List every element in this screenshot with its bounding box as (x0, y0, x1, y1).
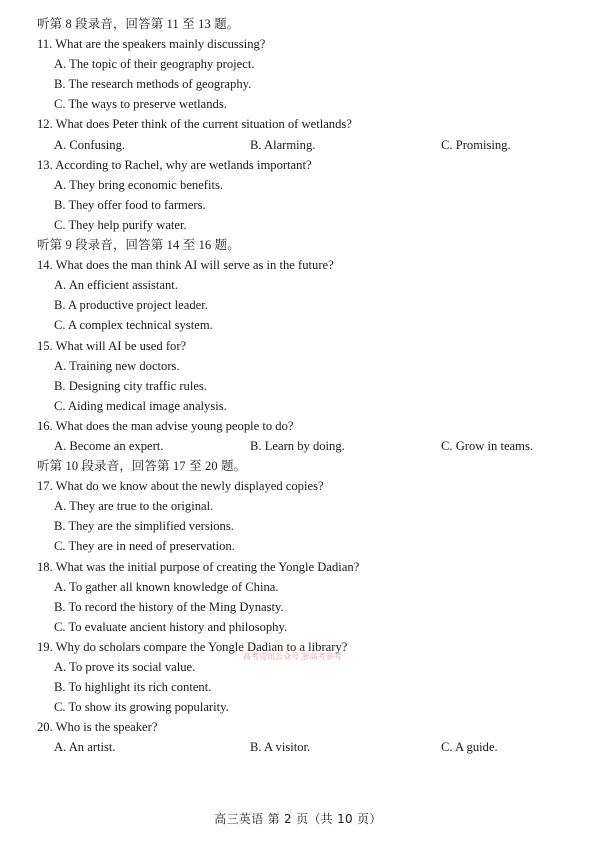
option-a: A. To gather all known knowledge of China. (54, 579, 279, 594)
option-b: B. A productive project leader. (54, 298, 208, 313)
question-sheet (37, 14, 577, 757)
question-16 (37, 416, 577, 456)
option-b: B. The research methods of geography. (54, 77, 252, 92)
question-20 (37, 717, 577, 757)
option-c: C. A complex technical system. (54, 318, 213, 333)
question-stem: 18. What was the initial purpose of creating the Yongle Dadian? (37, 559, 360, 574)
option-b: B. Learn by doing. (250, 438, 345, 453)
question-stem: 15. What will AI be used for? (37, 338, 187, 353)
option-a: A. Become an expert. (54, 438, 164, 453)
question-stem: 17. What do we know about the newly displayed copies? (37, 479, 324, 494)
option-a: A. An artist. (54, 740, 116, 755)
option-c: C. To evaluate ancient history and philosophy. (54, 619, 288, 634)
option-b: B. They offer food to farmers. (54, 197, 206, 212)
question-14 (37, 255, 577, 335)
question-stem: 13. According to Rachel, why are wetlands important? (37, 157, 312, 172)
options-row (37, 135, 577, 155)
option-a: A. They bring economic benefits. (54, 177, 224, 192)
option-a: A. They are true to the original. (54, 499, 214, 514)
option-b: B. Alarming. (250, 137, 316, 152)
option-b: B. A visitor. (250, 740, 311, 755)
options-row (37, 737, 577, 757)
option-b: B. Designing city traffic rules. (54, 378, 207, 393)
options-row (37, 436, 577, 456)
question-13 (37, 155, 577, 235)
option-c: C. Aiding medical image analysis. (54, 398, 227, 413)
option-c: C. To show its growing popularity. (54, 700, 229, 715)
page-footer: 高三英语 第 2 页（共 10 页） (214, 812, 382, 826)
question-19 (37, 637, 577, 717)
section-10-instruction: 听第 10 段录音，回答第 17 至 20 题。 (37, 459, 247, 474)
question-17 (37, 476, 577, 556)
question-stem: 11. What are the speakers mainly discussing? (37, 37, 266, 52)
question-stem: 12. What does Peter think of the current situation of wetlands? (37, 117, 352, 132)
option-c: C. Grow in teams. (441, 438, 533, 453)
question-stem: 20. Who is the speaker? (37, 720, 158, 735)
question-stem: 14. What does the man think AI will serve as in the future? (37, 258, 334, 273)
option-c: C. The ways to preserve wetlands. (54, 97, 227, 112)
question-stem: 16. What does the man advise young people to do? (37, 418, 294, 433)
question-18 (37, 557, 577, 637)
question-12 (37, 114, 577, 154)
option-a: A. Training new doctors. (54, 358, 180, 373)
option-c: C. Promising. (441, 137, 511, 152)
question-15 (37, 336, 577, 416)
section-8-instruction: 听第 8 段录音，回答第 11 至 13 题。 (37, 17, 240, 31)
option-c: C. A guide. (441, 740, 498, 755)
option-c: C. They are in need of preservation. (54, 539, 235, 554)
option-a: A. To prove its social value. (54, 660, 196, 674)
option-a: A. The topic of their geography project. (54, 57, 255, 72)
option-b: B. They are the simplified versions. (54, 519, 234, 534)
question-11 (37, 34, 577, 114)
section-9-instruction: 听第 9 段录音，回答第 14 至 16 题。 (37, 238, 240, 253)
option-c: C. They help purify water. (54, 217, 187, 232)
question-stem: 19. Why do scholars compare the Yongle Dadian to a library? (37, 639, 348, 654)
option-b: B. To record the history of the Ming Dynasty. (54, 599, 284, 614)
option-b: B. To highlight its rich content. (54, 680, 212, 695)
option-a: A. Confusing. (54, 137, 126, 152)
watermark-text: 高考资讯公众号 浙高考参考 (243, 652, 342, 661)
option-a: A. An efficient assistant. (54, 278, 178, 293)
